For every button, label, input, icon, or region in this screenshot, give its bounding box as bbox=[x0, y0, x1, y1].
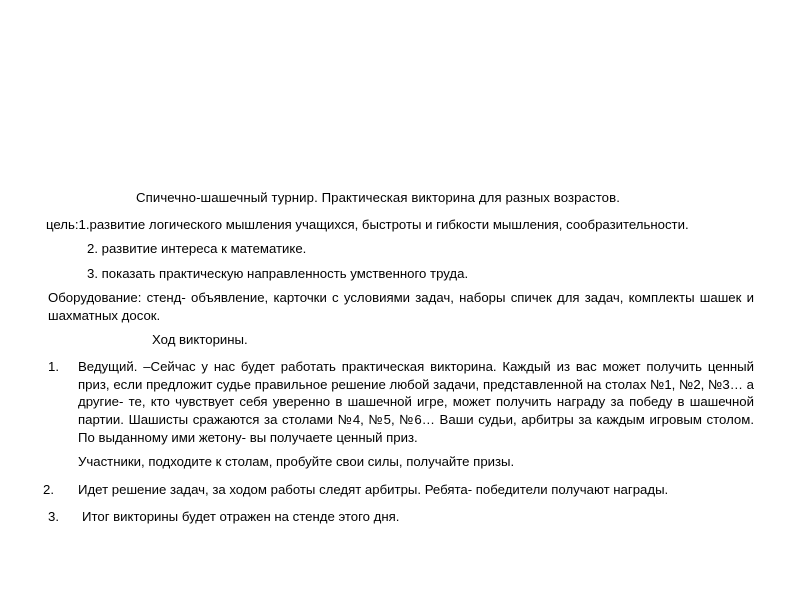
list-item-text: Ведущий. –Сейчас у нас будет работать практическая викторина. Каждый из вас может получить ценный приз, если предложит судье правильное решение любой задачи, представленной на столах №1, №2, №3… а другие- те, кто чувствует себя уверенно в шашечной игре, может получить награду за победу в шашечной партии. Шашисты сражаются за столами №4, №5, №6… Ваши судьи, арбитры за каждым игровым столом. По выданному ими жетону- вы получаете ценный приз. bbox=[78, 359, 754, 445]
goal-item-2: 2. развитие интереса к математике. bbox=[87, 241, 307, 257]
list-item-number: 2. bbox=[43, 481, 54, 497]
list-item bbox=[46, 508, 754, 526]
list-item bbox=[43, 481, 754, 499]
list-item bbox=[46, 358, 754, 446]
list-item-number: 3. bbox=[48, 509, 59, 525]
document-title: Спичечно-шашечный турнир. Практическая викторина для разных возрастов. bbox=[135, 190, 620, 205]
list-item-text: Итог викторины будет отражен на стенде этого дня. bbox=[82, 509, 400, 525]
document-content bbox=[43, 189, 754, 526]
goal-paragraph: цель:1.развитие логического мышления учащихся, быстроты и гибкости мышления, сообразительности. bbox=[46, 216, 689, 232]
equipment-paragraph: Оборудование: стенд- объявление, карточки с условиями задач, наборы спичек для задач, комплекты шашек и шахматных досок. bbox=[48, 290, 754, 323]
goal-item-3: 3. показать практическую направленность умственного труда. bbox=[87, 265, 469, 281]
course-heading: Ход викторины. bbox=[152, 331, 248, 347]
list-item-subtext: Участники, подходите к столам, пробуйте свои силы, получайте призы. bbox=[78, 454, 515, 470]
list-item-number: 1. bbox=[48, 359, 59, 375]
list-item-text: Идет решение задач, за ходом работы следят арбитры. Ребята- победители получают награды. bbox=[78, 481, 669, 497]
